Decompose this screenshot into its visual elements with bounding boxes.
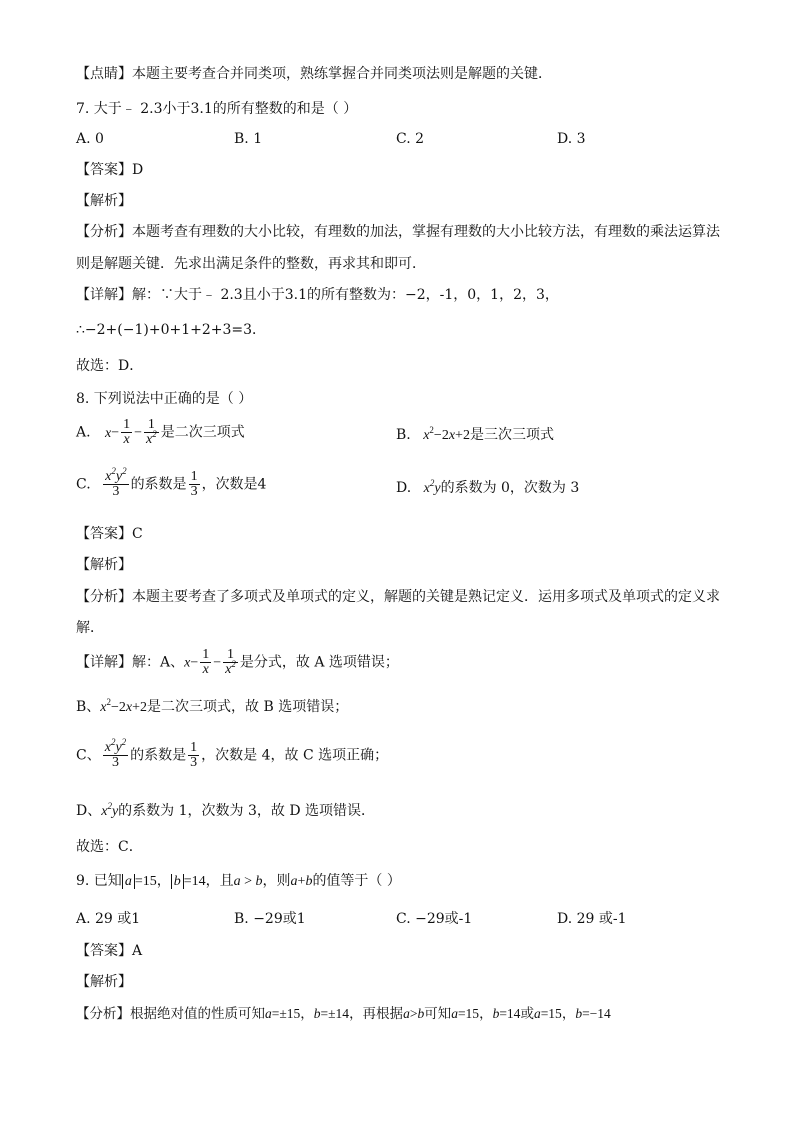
q9-jiexi: 【解析】 [76,974,132,990]
q7-jiexi: 【解析】 [76,193,132,209]
q7-xiangjie: 【详解】解：∵大于﹣ 2.3且小于3.1的所有整数为：−2，-1，0，1，2，3， [76,287,559,303]
q7-option-d: D. 3 [557,131,586,147]
q8-option-d: D. $x^2y$的系数为 0，次数为 3 [396,478,580,496]
q9-answer: 【答案】A [76,943,143,959]
q8-xiangjie-b: B、$x^2-2x+2$是二次三项式，故 B 选项错误； [76,697,349,715]
q8-option-b: B. $x^2-2x+2$是三次三项式 [396,425,554,443]
q8-option-a: A. x− $\frac{1}{x}$ − $\frac{1}{x^2}$ 是二次三项式 [76,417,245,447]
q9-option-a: A. 29 或1 [76,911,141,927]
q7-option-c: C. 2 [396,131,425,147]
q7-fenxi-line1: 【分析】本题考查有理数的大小比较，有理数的加法，掌握有理数的大小比较方法，有理数的乘法运算法 [76,224,720,240]
q9-fenxi: 【分析】根据绝对值的性质可知a=±15，b=±14，再根据a>b可知a=15，b=14或a=15，b=−14 [76,1006,611,1022]
q8-xiangjie-a: 【详解】解：A、x− $\frac{1}{x}$ − $\frac{1}{x^2}$ 是分式，故 A 选项错误； [76,647,399,677]
q8-option-c: C. $\frac{x^2y^2}{3}$ 的系数是 $\frac{1}{3}$ ，次数是4 [76,466,267,499]
q9-option-c: C. −29或-1 [396,911,473,927]
q9-stem: 9. 已知 a =15， b =14，且a > b，则a+b的值等于（ ） [76,873,401,889]
q7-answer: 【答案】D [76,162,144,178]
q8-xiangjie-d: D、$x^2y$的系数为 1，次数为 3，故 D 选项错误． [76,801,376,819]
q8-jiexi: 【解析】 [76,557,132,573]
q8-answer: 【答案】C [76,526,143,542]
q8-choose: 故选：C． [76,839,143,855]
q7-stem: 7. 大于﹣ 2.3小于3.1的所有整数的和是（ ） [76,101,358,117]
q7-calc: ∴−2+(−1)+0+1+2+3=3． [76,322,267,338]
q8-stem: 8. 下列说法中正确的是（ ） [76,391,253,407]
q7-fenxi-line2: 则是解题关键．先求出满足条件的整数，再求其和即可． [76,256,426,272]
q7-option-b: B. 1 [234,131,263,147]
q8-fenxi-line1: 【分析】本题主要考查了多项式及单项式的定义，解题的关键是熟记定义．运用多项式及单项式的定义求 [76,589,720,605]
q8-xiangjie-c: C、 $\frac{x^2y^2}{3}$ 的系数是 $\frac{1}{3}$ ，次数是 4，故 C 选项正确； [76,737,389,770]
q9-option-b: B. −29或1 [234,911,306,927]
q8-fenxi-line2: 解． [76,620,104,636]
q9-option-d: D. 29 或-1 [557,911,627,927]
note-dianjing: 【点睛】本题主要考查合并同类项，熟练掌握合并同类项法则是解题的关键． [76,66,552,82]
q7-option-a: A. 0 [76,131,104,147]
q7-choose: 故选：D． [76,358,144,374]
